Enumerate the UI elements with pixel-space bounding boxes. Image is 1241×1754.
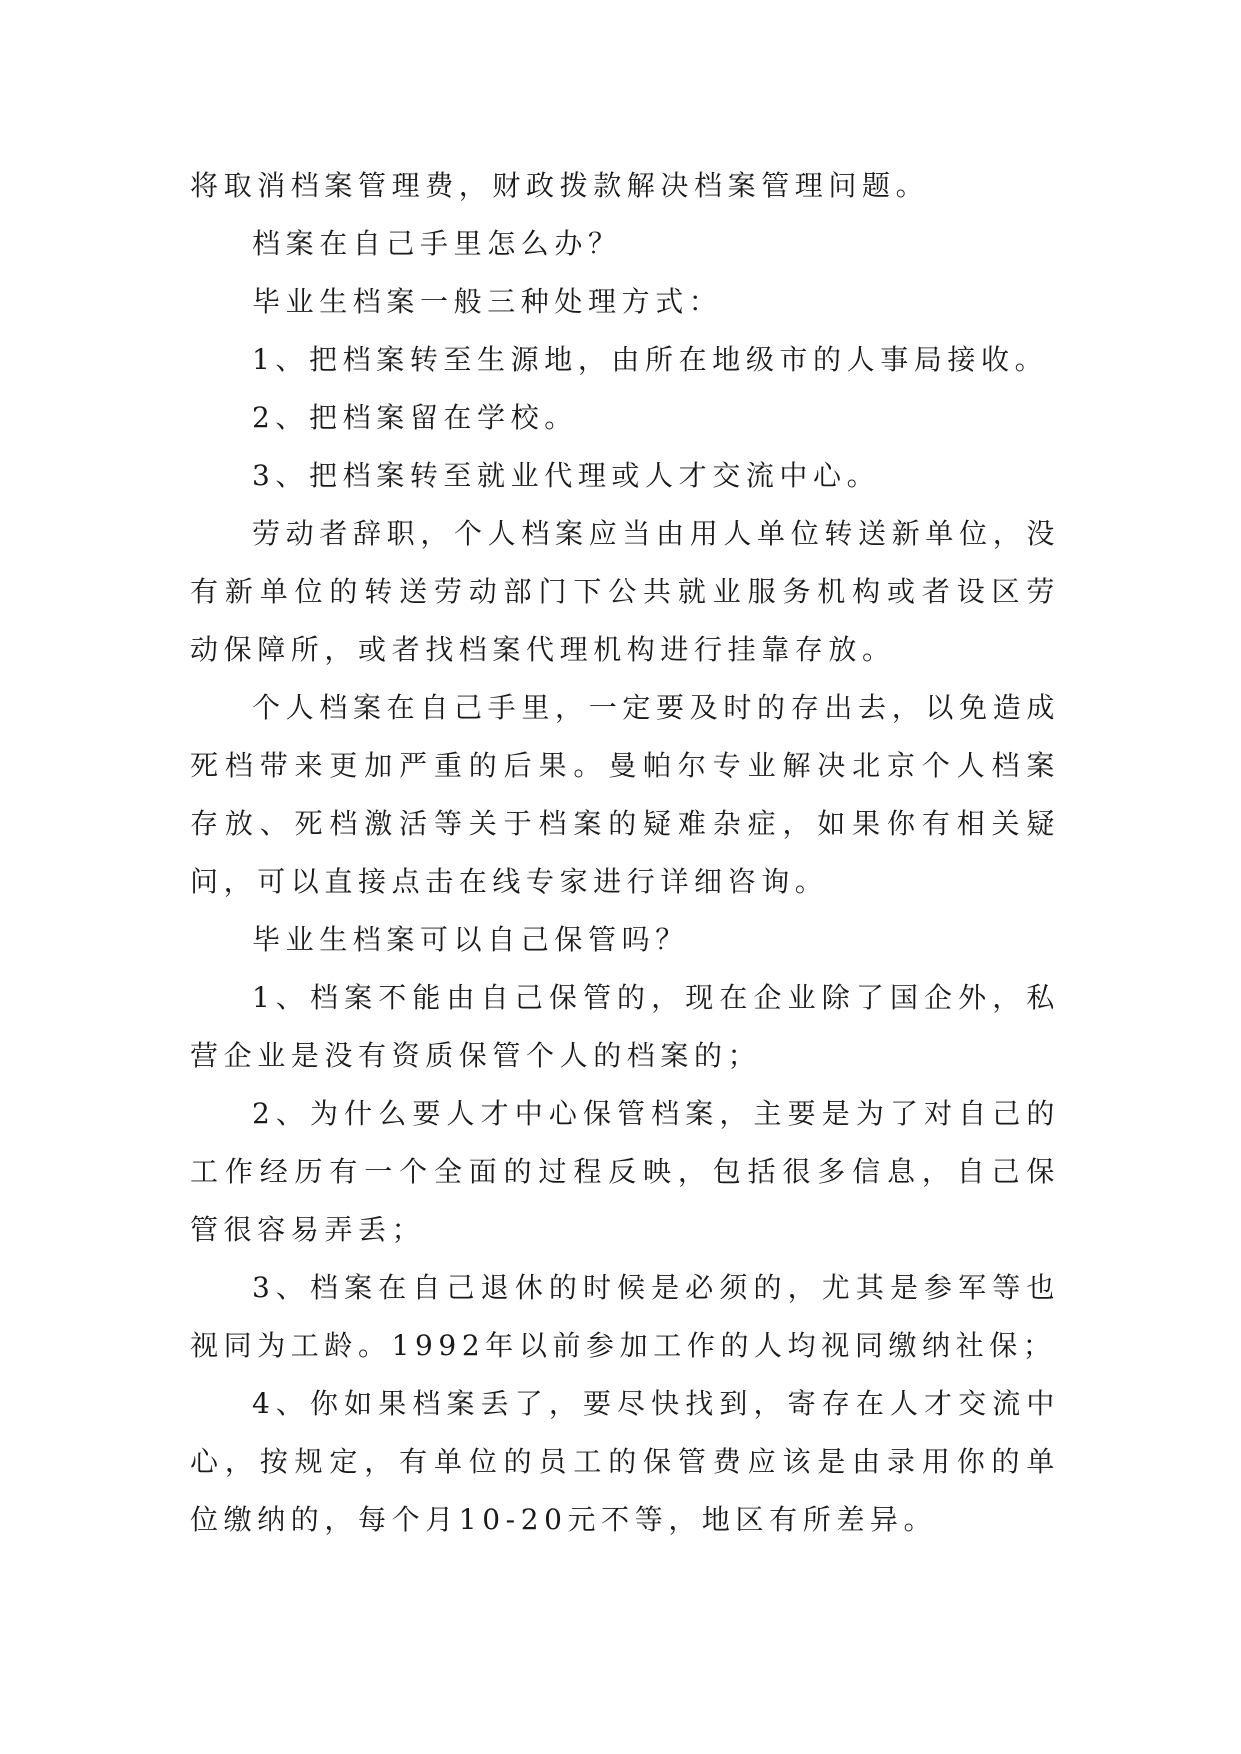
custody-item-1: 1、档案不能由自己保管的，现在企业除了国企外，私营企业是没有资质保管个人的档案的； <box>190 981 1060 1072</box>
list-item-3: 3、把档案转至就业代理或人才交流中心。 <box>252 459 881 492</box>
paragraph-personal-archive: 个人档案在自己手里，一定要及时的存出去，以免造成死档带来更加严重的后果。曼帕尔专业解决北京个人档案存放、死档激活等关于档案的疑难杂症，如果你有相关疑问，可以直接点击在线专家进行详细咨询。 <box>190 691 1060 898</box>
custody-item-3: 3、档案在自己退休的时候是必须的，尤其是参军等也视同为工龄。1992年以前参加工作的人均视同缴纳社保； <box>190 1271 1060 1362</box>
paragraph-resignation: 劳动者辞职，个人档案应当由用人单位转送新单位，没有新单位的转送劳动部门下公共就业服务机构或者设区劳动保障所，或者找档案代理机构进行挂靠存放。 <box>190 517 1060 666</box>
custody-item-4: 4、你如果档案丢了，要尽快找到，寄存在人才交流中心，按规定，有单位的员工的保管费应该是由录用你的单位缴纳的，每个月10-20元不等，地区有所差异。 <box>190 1387 1060 1536</box>
list-item-1: 1、把档案转至生源地，由所在地级市的人事局接收。 <box>252 343 1049 376</box>
custody-item-2: 2、为什么要人才中心保管档案，主要是为了对自己的工作经历有一个全面的过程反映，包括很多信息，自己保管很容易弄丢； <box>190 1097 1060 1246</box>
paragraph-three-ways: 毕业生档案一般三种处理方式： <box>252 285 723 318</box>
paragraph-continuation: 将取消档案管理费，财政拨款解决档案管理问题。 <box>190 169 930 202</box>
heading-self-custody: 毕业生档案可以自己保管吗？ <box>252 923 689 956</box>
document-body <box>190 157 1060 1549</box>
heading-archive-in-hand: 档案在自己手里怎么办？ <box>252 227 622 260</box>
list-item-2: 2、把档案留在学校。 <box>252 401 578 434</box>
